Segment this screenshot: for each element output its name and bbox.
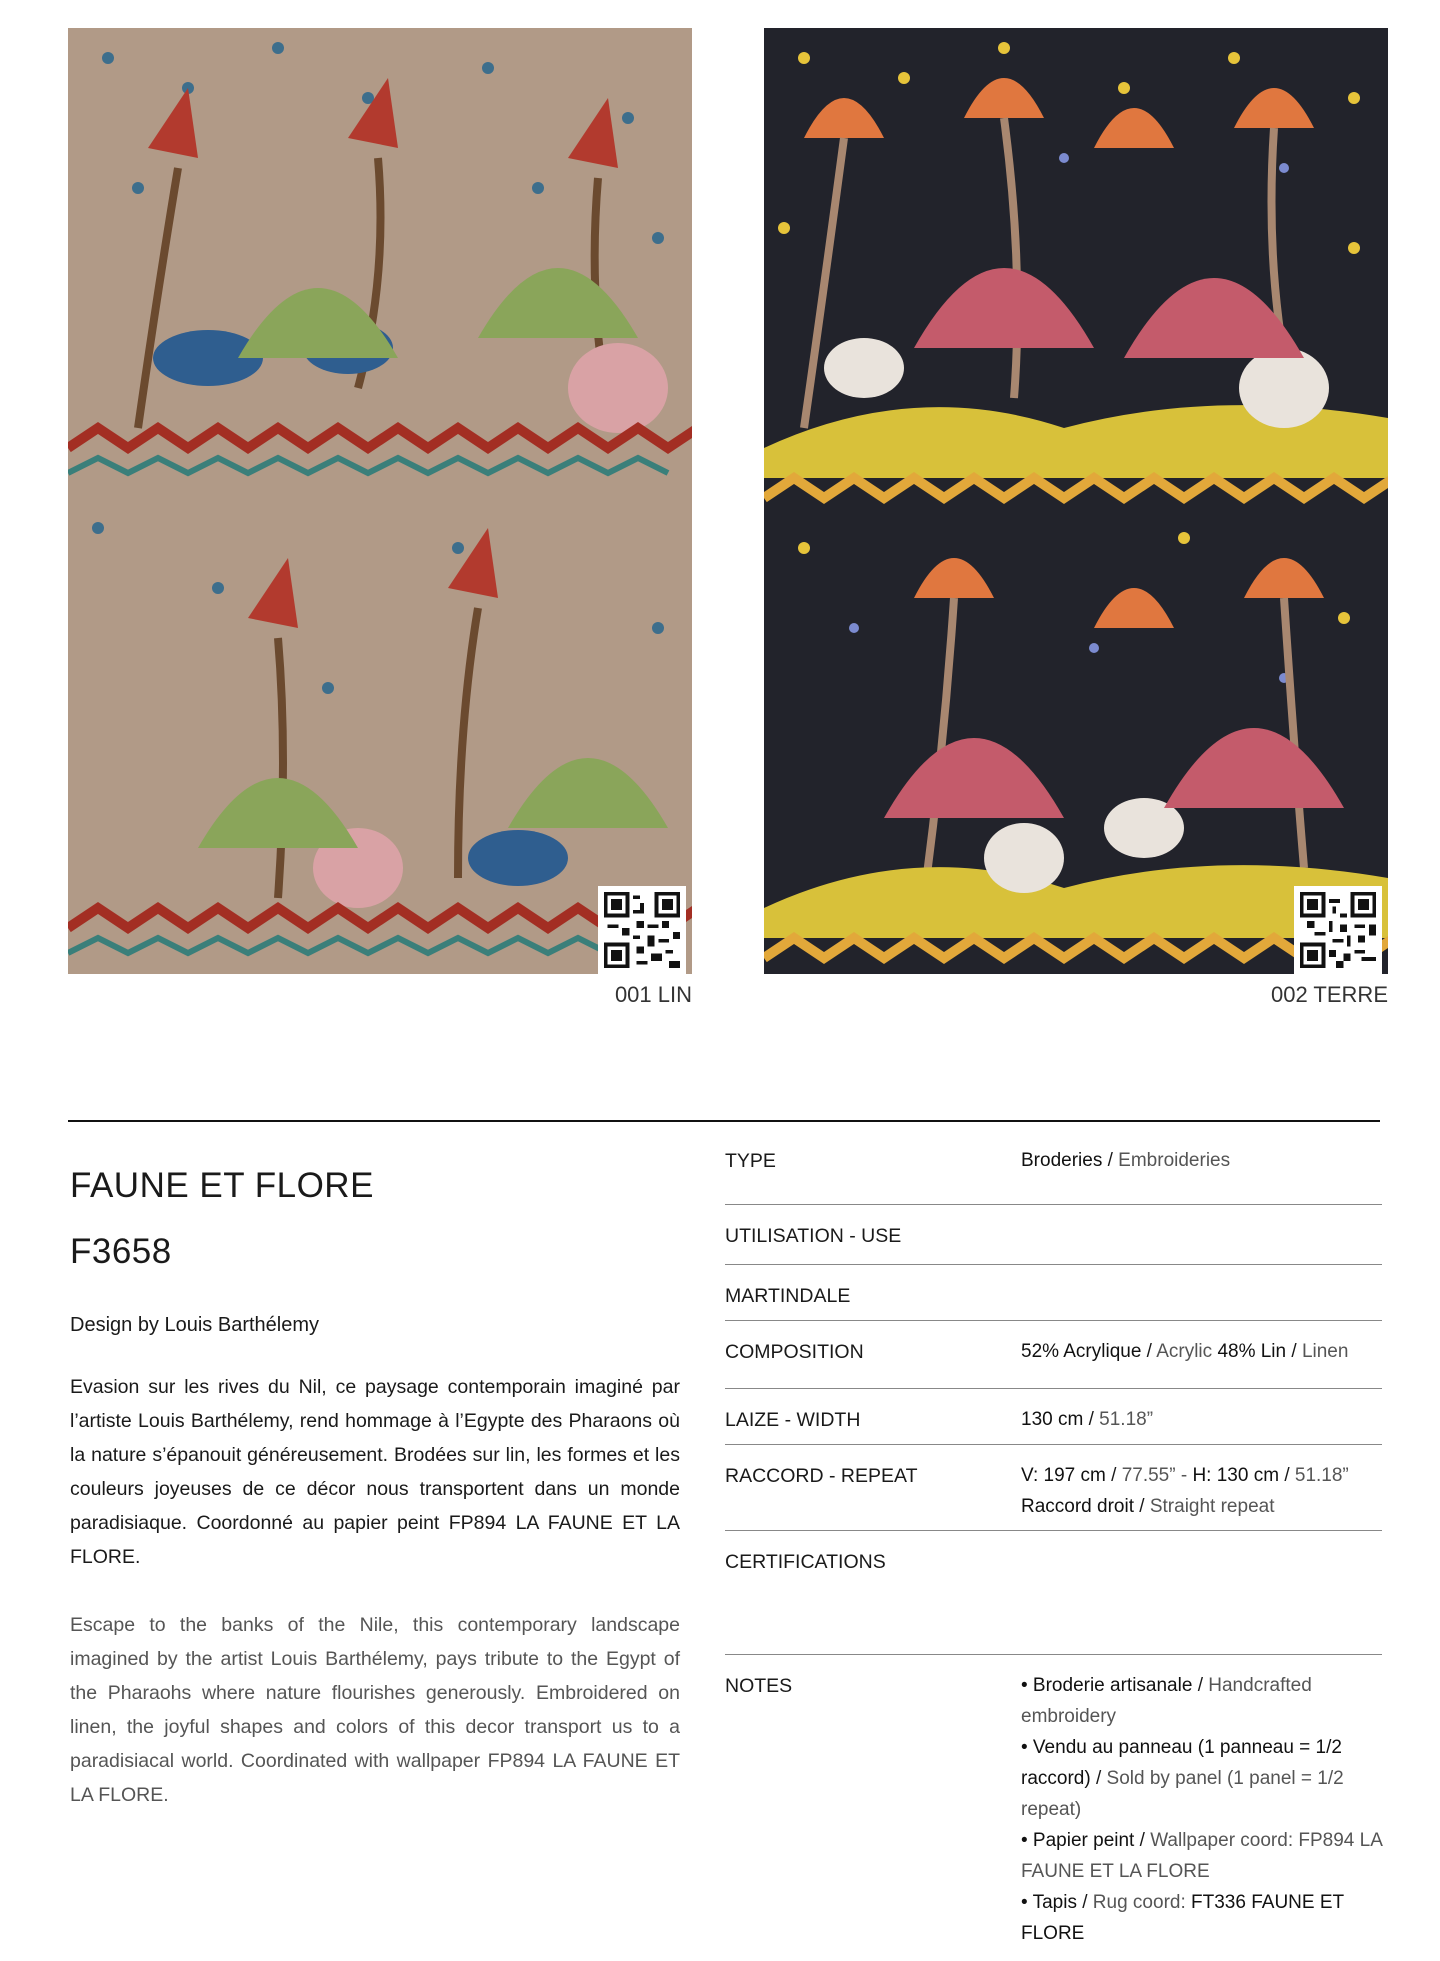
swatch-lin-image: [68, 28, 692, 974]
qr-code-icon[interactable]: [598, 886, 686, 974]
spec-value-width: 130 cm / 51.18”: [1021, 1409, 1154, 1430]
spec-row-width: [725, 1389, 1382, 1445]
swatch-terre-image: [764, 28, 1388, 974]
spec-label-width: LAIZE - WIDTH: [725, 1409, 861, 1431]
note-item: • Papier peint / Wallpaper coord: FP894 LA FAUNE ET LA FLORE: [1021, 1830, 1382, 1882]
spec-value-repeat: V: 197 cm / 77.55” - H: 130 cm / 51.18” Raccord droit / Straight repeat: [1021, 1465, 1349, 1517]
spec-row-martindale: [725, 1265, 1382, 1321]
description-english: Escape to the banks of the Nile, this contemporary landscape imagined by the artist Louis Barthélemy, pays tribute to the Egypt of the Pharaohs where nature flourishes generously. Embroidered on linen, the joyful shapes and colors of this decor transport us to a paradisiacal world. Coordinated with wallpaper FP894 LA FAUNE ET LA FLORE.: [70, 1614, 680, 1806]
note-fr: • Broderie artisanale: [1021, 1675, 1193, 1696]
note-en: Handcrafted embroidery: [1021, 1675, 1312, 1727]
spec-label-martindale: MARTINDALE: [725, 1285, 851, 1307]
note-fr: • Papier peint: [1021, 1830, 1135, 1851]
repeat-type-en: Straight repeat: [1149, 1496, 1275, 1517]
product-reference: F3658: [70, 1232, 172, 1271]
note-item: • Broderie artisanale / Handcrafted embroidery: [1021, 1675, 1312, 1727]
spec-label-composition: COMPOSITION: [725, 1341, 864, 1363]
composition-part2-en: Linen: [1301, 1341, 1349, 1362]
repeat-separator: -: [1180, 1465, 1188, 1486]
swatch-label-lin: 001 LIN: [614, 982, 692, 1007]
spec-row-certifications: [725, 1531, 1382, 1655]
repeat-horizontal-en: 51.18”: [1294, 1465, 1349, 1486]
spec-row-repeat: [725, 1445, 1382, 1531]
qr-code-icon[interactable]: [1294, 886, 1382, 974]
spec-label-certifications: CERTIFICATIONS: [725, 1551, 886, 1573]
spec-table: [725, 1150, 1382, 1955]
embroidery-pattern-terre: [764, 28, 1388, 974]
composition-part1-fr: 52% Acrylique: [1021, 1341, 1142, 1362]
note-en: Wallpaper coord: FP894 LA FAUNE ET LA FLORE: [1021, 1830, 1382, 1882]
description-french: Evasion sur les rives du Nil, ce paysage contemporain imaginé par l’artiste Louis Barthélemy, rend hommage à l’Egypte des Pharaons où la nature s’épanouit généreusement. Brodées sur lin, les formes et les couleurs joyeuses de ce décor nous transportent dans un monde paradisiaque. Coordonné au papier peint FP894 LA FAUNE ET LA FLORE.: [70, 1376, 680, 1568]
note-item: • Tapis / Rug coord: FT336 FAUNE ET FLORE: [1021, 1892, 1344, 1944]
spec-type-en: Embroideries: [1118, 1150, 1231, 1171]
note-fr2: FT336 FAUNE ET FLORE: [1021, 1892, 1344, 1944]
note-fr: • Tapis: [1021, 1892, 1077, 1913]
spec-label-use: UTILISATION - USE: [725, 1225, 902, 1247]
spec-type-fr: Broderies: [1021, 1150, 1103, 1171]
spec-value-type: Broderies / Embroideries: [1021, 1150, 1231, 1171]
width-cm: 130 cm: [1021, 1409, 1084, 1430]
note-fr: • Vendu au panneau (1 panneau = 1/2 raccord): [1021, 1737, 1342, 1789]
spec-label-type: TYPE: [725, 1150, 776, 1172]
designer-credit: Design by Louis Barthélemy: [70, 1314, 320, 1336]
note-item: • Vendu au panneau (1 panneau = 1/2 raccord) / Sold by panel (1 panel = 1/2 repeat): [1021, 1737, 1344, 1820]
product-title: FAUNE ET FLORE: [70, 1166, 374, 1205]
spec-label-notes: NOTES: [725, 1675, 793, 1697]
composition-part1-en: Acrylic: [1156, 1341, 1213, 1362]
repeat-horizontal: H: 130 cm: [1192, 1465, 1280, 1486]
repeat-vertical: V: 197 cm: [1021, 1465, 1106, 1486]
note-en: Rug coord:: [1092, 1892, 1186, 1913]
width-inches: 51.18”: [1099, 1409, 1154, 1430]
swatch-label-terre: 002 TERRE: [1271, 982, 1388, 1007]
repeat-vertical-en: 77.55”: [1121, 1465, 1176, 1486]
repeat-type-fr: Raccord droit: [1021, 1496, 1134, 1517]
spec-row-use: [725, 1205, 1382, 1265]
spec-row-composition: [725, 1321, 1382, 1389]
spec-row-notes: [725, 1655, 1382, 1955]
composition-part2-fr: 48% Lin: [1217, 1341, 1287, 1362]
notes-list: [1021, 1670, 1383, 1949]
spec-value-composition: 52% Acrylique / Acrylic 48% Lin / Linen: [1021, 1341, 1349, 1362]
note-en: Sold by panel (1 panel = 1/2 repeat): [1021, 1768, 1344, 1820]
embroidery-pattern-lin: [68, 28, 692, 974]
spec-label-repeat: RACCORD - REPEAT: [725, 1465, 918, 1487]
section-divider: [68, 1120, 1380, 1122]
spec-row-type: [725, 1150, 1382, 1205]
